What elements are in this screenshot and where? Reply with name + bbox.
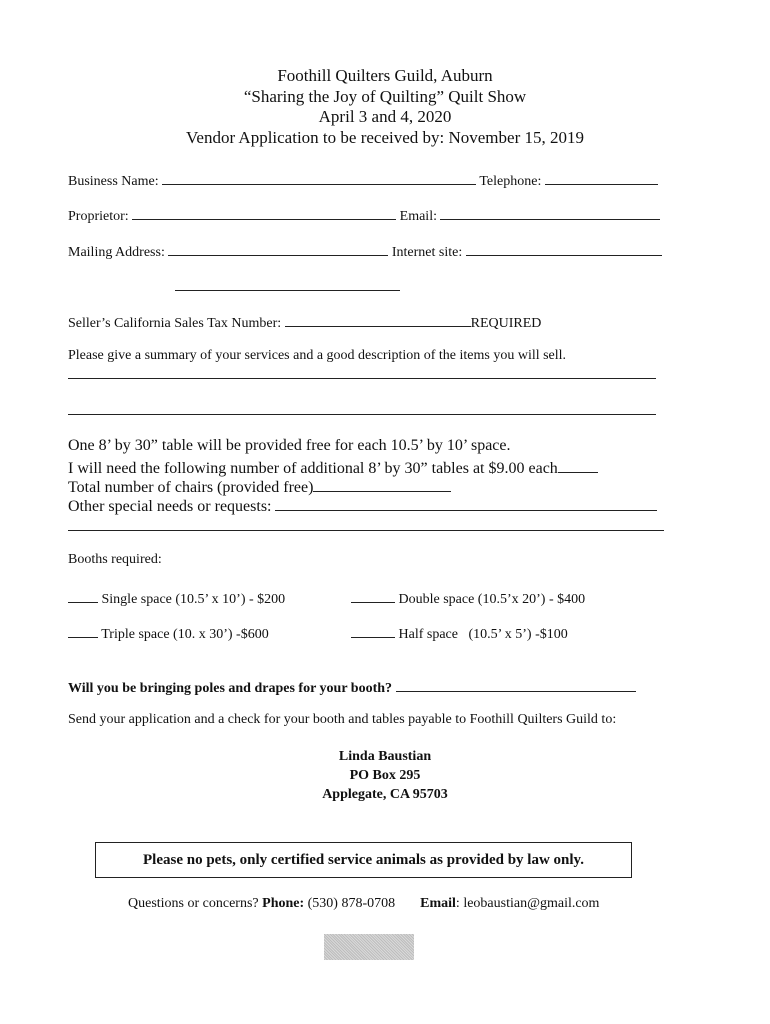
gray-stamp-box [324,934,414,960]
booth-single-field[interactable] [68,588,98,603]
required-label: REQUIRED [470,316,542,331]
chairs-field[interactable] [313,476,451,492]
poles-row [68,677,636,697]
poles-field[interactable] [396,677,636,692]
send-instructions: Send your application and a check for your booth and tables payable to Foothill Quilters Guild to: [68,712,617,727]
business-name-row [68,170,658,190]
booth-triple-row [68,623,269,643]
contact-email: leobaustian@gmail.com [463,896,600,911]
summary-line-2[interactable] [68,414,656,415]
internet-site-field[interactable] [466,241,662,256]
contact-row: Questions or concerns? Phone: (530) 878-0708 Email: leobaustian@gmail.com [128,896,600,911]
booths-heading: Booths required: [68,552,162,567]
phone-number: (530) 878-0708 [307,896,396,911]
sales-tax-field[interactable] [285,312,471,327]
special-needs-line-2[interactable] [68,530,664,531]
pets-notice-box [95,842,632,878]
special-needs-field[interactable] [275,495,657,511]
proprietor-row [68,205,660,225]
pets-notice-text: Please no pets, only certified service animals as provided by law only. [143,851,584,868]
sales-tax-label: Seller’s California Sales Tax Number: [68,316,282,331]
special-needs-row [68,495,657,516]
contact-email-label: Email [420,896,456,911]
additional-tables-row [68,457,598,478]
email-field[interactable] [440,205,660,220]
booth-double-label: Double space (10.5’x 20’) - $400 [398,592,586,607]
chairs-row [68,476,451,497]
internet-site-label: Internet site: [391,245,463,260]
business-name-label: Business Name: [68,174,159,189]
booth-single-label: Single space (10.5’ x 10’) - $200 [101,592,286,607]
address-name: Linda Baustian [338,749,432,764]
telephone-label: Telephone: [479,174,542,189]
header-dates: April 3 and 4, 2020 [318,107,452,126]
booth-double-row [351,588,585,608]
poles-question: Will you be bringing poles and drapes for your booth? [68,681,393,696]
header-show-name: “Sharing the Joy of Quilting” Quilt Show [243,87,527,106]
mailing-address-field[interactable] [168,241,388,256]
additional-tables-label: I will need the following number of additional 8’ by 30” tables at $9.00 each [68,460,558,477]
booth-single-row [68,588,285,608]
booth-triple-field[interactable] [68,623,98,638]
address-po-box: PO Box 295 [349,768,421,783]
summary-line-1[interactable] [68,378,656,379]
booth-half-label: Half space (10.5’ x 5’) -$100 [398,627,568,642]
summary-prompt: Please give a summary of your services and a good description of the items you will sell. [68,348,567,363]
booth-double-field[interactable] [351,588,395,603]
free-table-note: One 8’ by 30” table will be provided free for each 10.5’ by 10’ space. [68,437,511,454]
sales-tax-row [68,312,541,332]
phone-label: Phone: [262,896,305,911]
contact-prefix: Questions or concerns? [128,896,259,911]
header-deadline: Vendor Application to be received by: November 15, 2019 [186,128,584,147]
booth-half-field[interactable] [351,623,395,638]
booth-half-row [351,623,568,643]
mailing-address-line-2[interactable] [175,290,400,291]
address-city: Applegate, CA 95703 [322,787,448,802]
booth-triple-label: Triple space (10. x 30’) -$600 [101,627,269,642]
proprietor-label: Proprietor: [68,209,129,224]
proprietor-field[interactable] [132,205,396,220]
additional-tables-field[interactable] [558,457,598,473]
header-title: Foothill Quilters Guild, Auburn [277,66,493,85]
special-needs-label: Other special needs or requests: [68,498,272,515]
telephone-field[interactable] [545,170,658,185]
mailing-address-label: Mailing Address: [68,245,165,260]
email-label: Email: [399,209,437,224]
mailing-row [68,241,662,261]
chairs-label: Total number of chairs (provided free) [68,479,314,496]
business-name-field[interactable] [162,170,476,185]
